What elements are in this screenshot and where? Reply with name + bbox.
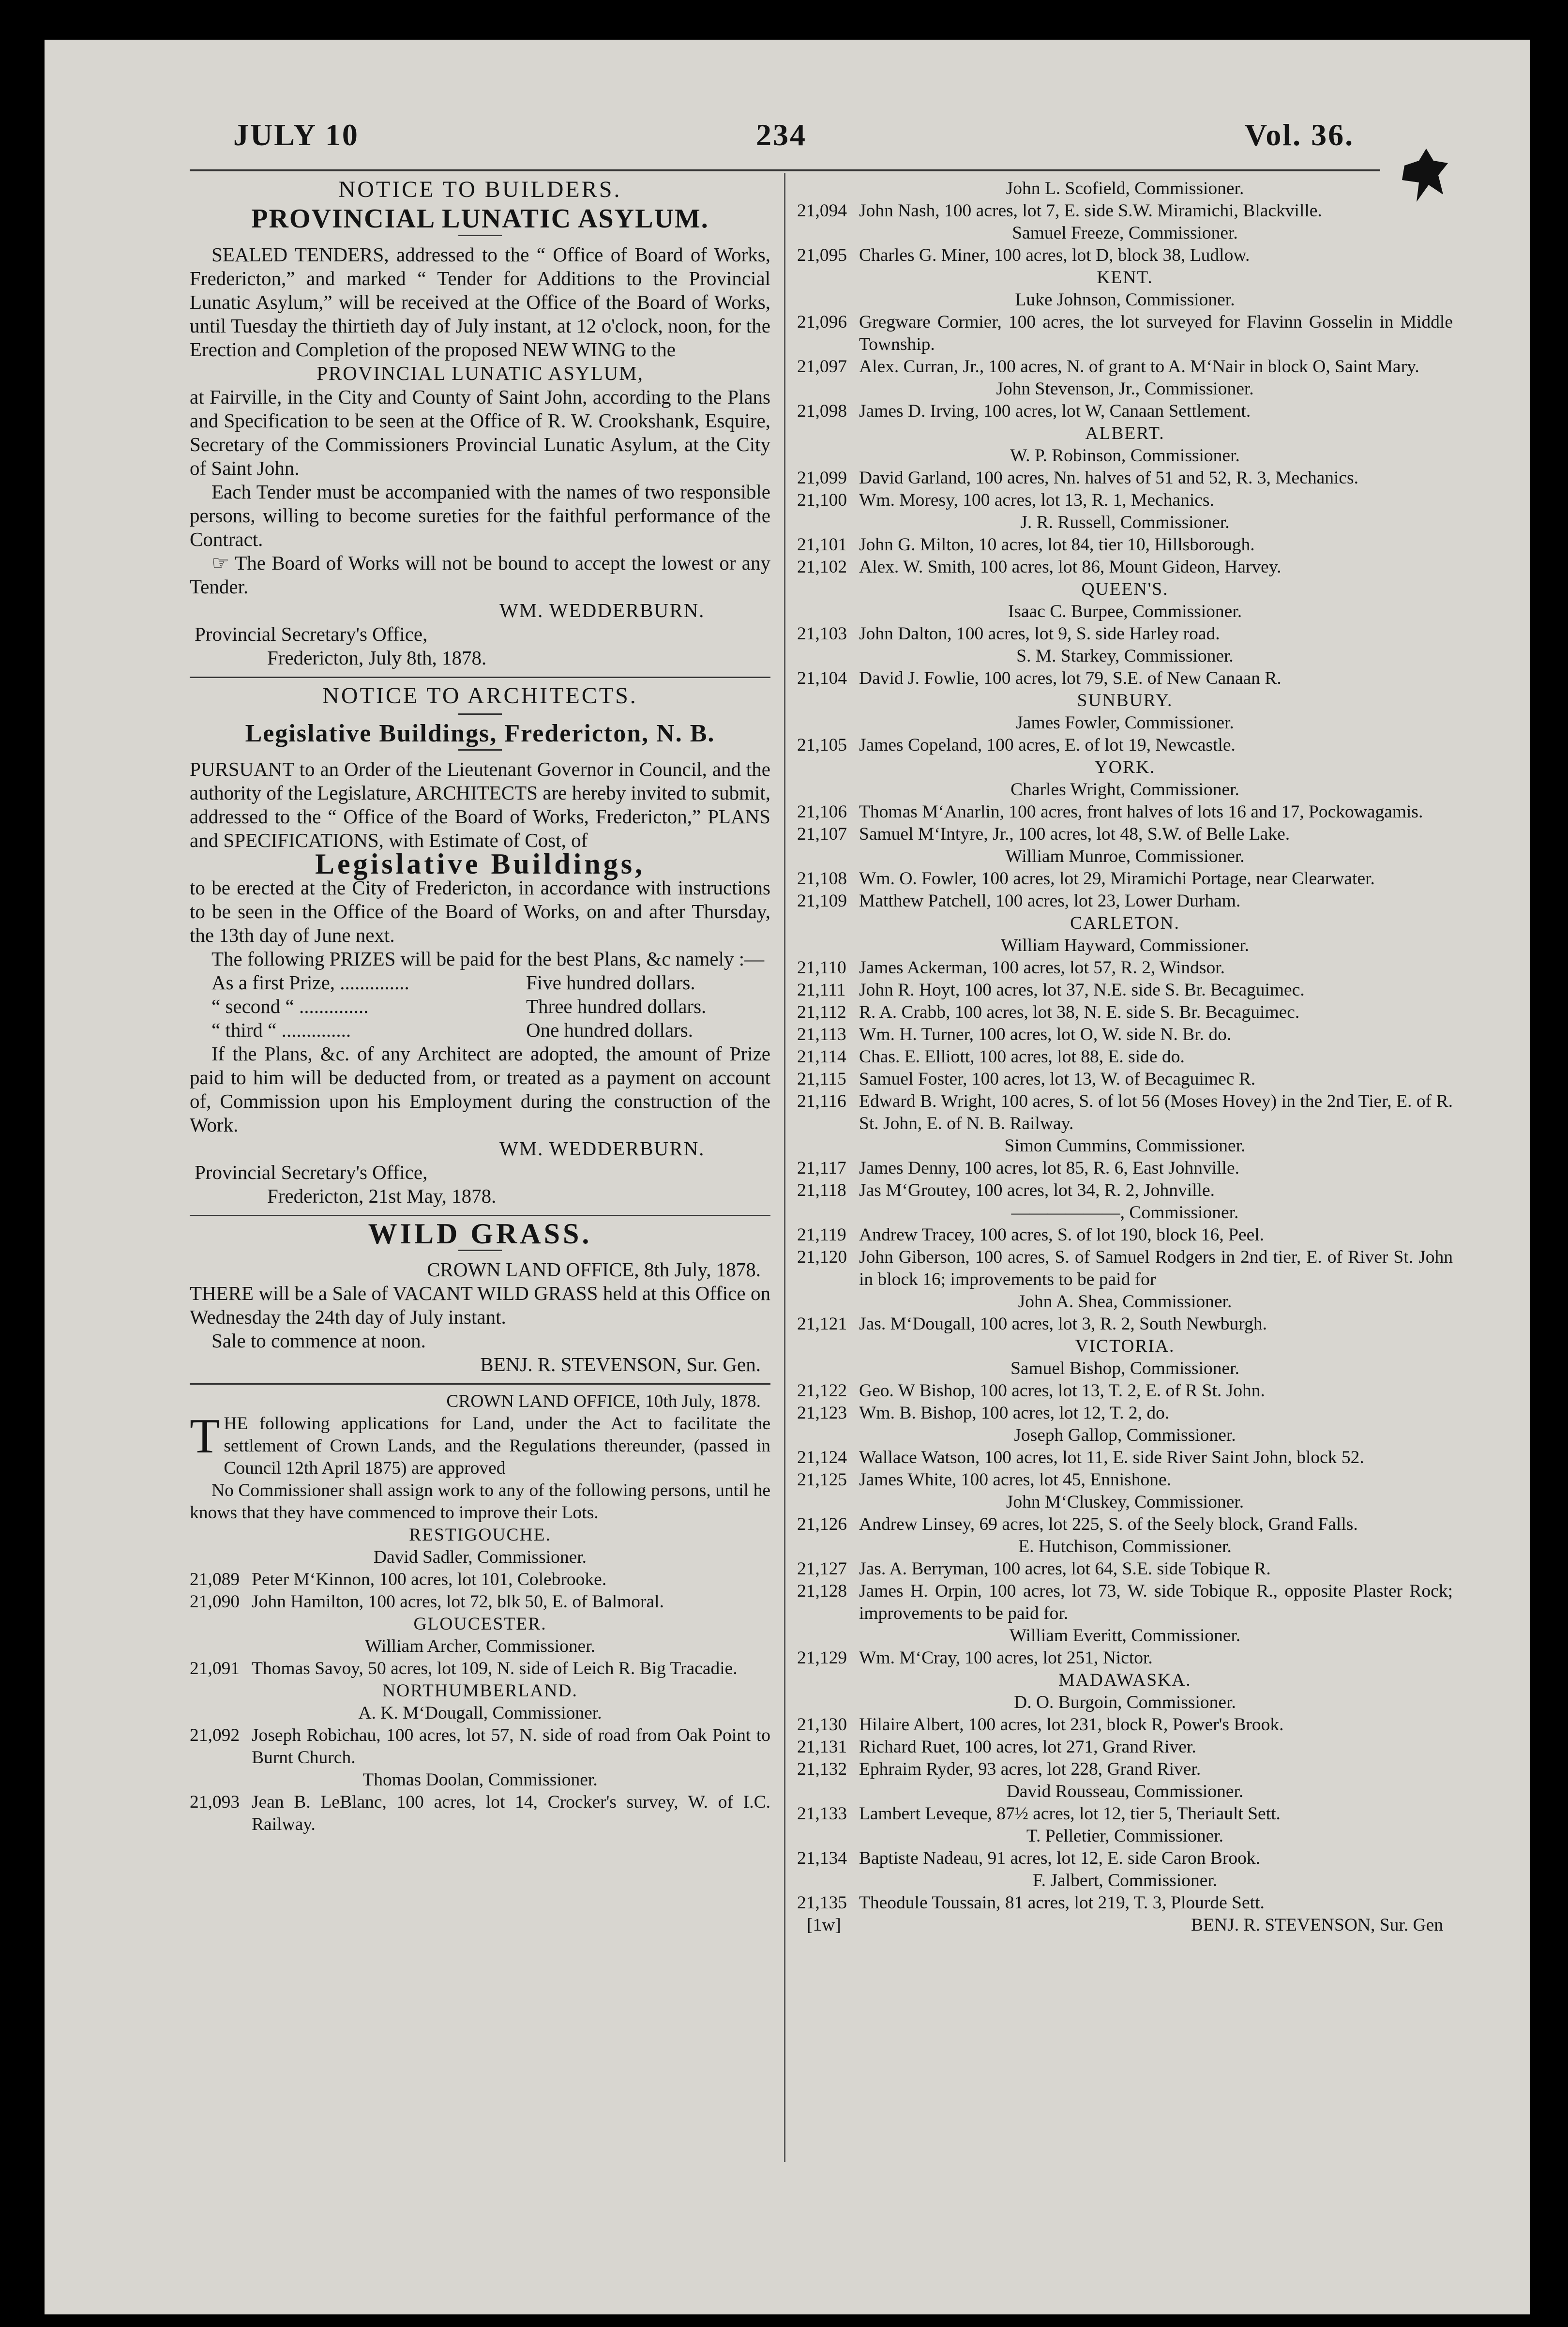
grass-title: WILD GRASS. xyxy=(368,1218,592,1250)
application-number: 21,100 xyxy=(797,490,847,510)
commissioner-line: David Sadler, Commissioner. xyxy=(373,1547,587,1567)
closing-line xyxy=(797,1914,1453,1936)
county-heading: YORK. xyxy=(1094,757,1156,777)
mini-rule xyxy=(458,1250,502,1251)
commissioner-line: E. Hutchison, Commissioner. xyxy=(1018,1537,1232,1556)
application-text: John Nash, 100 acres, lot 7, E. side S.W. Miramichi, Blackville. xyxy=(859,201,1322,221)
prize-row: As a first Prize, .............. Five hundred dollars. xyxy=(211,971,695,994)
application-text: Ephraim Ryder, 93 acres, lot 228, Grand River. xyxy=(859,1759,1201,1779)
right-column xyxy=(797,178,1453,1936)
application-number: 21,133 xyxy=(797,1804,847,1824)
application-number: 21,135 xyxy=(797,1893,847,1913)
commissioner-line: F. Jalbert, Commissioner. xyxy=(1032,1871,1218,1890)
application-entry xyxy=(797,400,1453,423)
commissioner-line: Thomas Doolan, Commissioner. xyxy=(362,1770,598,1790)
application-entry xyxy=(797,1513,1453,1536)
application-text: James H. Orpin, 100 acres, lot 73, W. side Tobique R., opposite Plaster Rock; improvements to be paid for. xyxy=(859,1581,1453,1623)
application-entry xyxy=(797,1380,1453,1402)
application-number: 21,101 xyxy=(797,535,847,555)
application-number: 21,098 xyxy=(797,401,847,421)
application-number: 21,097 xyxy=(797,357,847,377)
application-entry xyxy=(797,1157,1453,1179)
application-entry xyxy=(797,556,1453,578)
grass-dateline: CROWN LAND OFFICE, 8th July, 1878. xyxy=(427,1258,761,1281)
county-heading: ALBERT. xyxy=(1085,423,1165,443)
application-entry xyxy=(797,1803,1453,1825)
section-rule xyxy=(190,677,770,678)
application-number: 21,129 xyxy=(797,1648,847,1668)
builders-signature: WM. WEDDERBURN. xyxy=(499,599,705,621)
application-text: David J. Fowlie, 100 acres, lot 79, S.E. of New Canaan R. xyxy=(859,668,1282,688)
application-text: John R. Hoyt, 100 acres, lot 37, N.E. side S. Br. Becaguimec. xyxy=(859,980,1305,1000)
application-list xyxy=(190,1524,770,1836)
application-text: James Denny, 100 acres, lot 85, R. 6, East Johnville. xyxy=(859,1158,1239,1178)
application-text: Andrew Tracey, 100 acres, S. of lot 190, block 16, Peel. xyxy=(859,1225,1265,1245)
architects-paragraph: The following PRIZES will be paid for the best Plans, &c namely :— xyxy=(211,948,765,970)
application-entry xyxy=(797,244,1453,267)
application-entry xyxy=(797,1246,1453,1291)
application-entry xyxy=(797,957,1453,979)
application-number: 21,121 xyxy=(797,1314,847,1334)
application-entry xyxy=(797,623,1453,645)
commissioner-line: J. R. Russell, Commissioner. xyxy=(1020,513,1230,532)
application-text: James Copeland, 100 acres, E. of lot 19, Newcastle. xyxy=(859,735,1236,755)
application-text: Charles G. Miner, 100 acres, lot D, block 38, Ludlow. xyxy=(859,245,1250,265)
application-text: James D. Irving, 100 acres, lot W, Canaan Settlement. xyxy=(859,401,1251,421)
commissioner-line: John L. Scofield, Commissioner. xyxy=(1006,179,1244,198)
county-heading: QUEEN'S. xyxy=(1081,579,1169,599)
application-text: Wm. B. Bishop, 100 acres, lot 12, T. 2, do. xyxy=(859,1403,1170,1423)
application-text: David Garland, 100 acres, Nn. halves of 51 and 52, R. 3, Mechanics. xyxy=(859,468,1359,488)
application-entry xyxy=(797,1892,1453,1914)
commissioner-line: John M‘Cluskey, Commissioner. xyxy=(1006,1492,1244,1512)
application-entry xyxy=(797,1847,1453,1870)
application-entry xyxy=(797,1469,1453,1491)
insertion-tag: [1w] xyxy=(807,1915,841,1935)
builders-institution: PROVINCIAL LUNATIC ASYLUM, xyxy=(317,362,644,384)
notice-to-architects xyxy=(190,684,770,1208)
mini-rule xyxy=(458,713,502,715)
page-number: 234 xyxy=(756,118,807,152)
architects-paragraph: to be erected at the City of Fredericton, in accordance with instructions to be seen in the Office of the Board of Works, on and after Thursday, the 13th day of June next. xyxy=(190,876,770,946)
county-heading: RESTIGOUCHE. xyxy=(409,1525,551,1545)
application-number: 21,102 xyxy=(797,557,847,577)
gazette-page xyxy=(45,40,1530,2314)
architects-title: Legislative Buildings, Fredericton, N. B. xyxy=(245,720,715,747)
application-entry xyxy=(797,979,1453,1001)
application-text: Peter M‘Kinnon, 100 acres, lot 101, Colebrooke. xyxy=(252,1570,607,1589)
county-heading: KENT. xyxy=(1097,268,1153,287)
application-entry xyxy=(797,1179,1453,1202)
county-heading: NORTHUMBERLAND. xyxy=(382,1681,578,1701)
application-text: Samuel Foster, 100 acres, lot 13, W. of Becaguimec R. xyxy=(859,1069,1256,1089)
prize-row: “ third “ .............. One hundred dollars. xyxy=(211,1019,693,1041)
application-entry xyxy=(797,1736,1453,1758)
application-entry xyxy=(797,1402,1453,1424)
application-entry xyxy=(797,1313,1453,1335)
application-text: Theodule Toussain, 81 acres, lot 219, T. 3, Plourde Sett. xyxy=(859,1893,1265,1913)
application-text: Wallace Watson, 100 acres, lot 11, E. side River Saint John, block 52. xyxy=(859,1448,1364,1467)
application-number: 21,130 xyxy=(797,1715,847,1735)
application-number: 21,114 xyxy=(797,1047,846,1067)
crown-intro: T HE following applications for Land, under the Act to facilitate the settlement of Crown Lands, and the Regulations thereunder, (passed in Council 12th April 1875) are approved xyxy=(190,1409,770,1478)
application-number: 21,106 xyxy=(797,802,847,822)
crown-dateline: CROWN LAND OFFICE, 10th July, 1878. xyxy=(446,1391,761,1411)
application-number: 21,134 xyxy=(797,1848,847,1868)
application-number: 21,120 xyxy=(797,1247,847,1267)
page-header xyxy=(45,117,1530,185)
architects-heading: Legislative Buildings, xyxy=(315,848,646,880)
application-number: 21,089 xyxy=(190,1570,240,1589)
application-number: 21,122 xyxy=(797,1381,847,1401)
application-entry xyxy=(797,1447,1453,1469)
application-number: 21,131 xyxy=(797,1737,847,1757)
commissioner-line: John Stevenson, Jr., Commissioner. xyxy=(996,379,1254,399)
county-heading: SUNBURY. xyxy=(1077,691,1173,710)
application-text: Wm. H. Turner, 100 acres, lot O, W. side N. Br. do. xyxy=(859,1025,1232,1044)
application-text: John Hamilton, 100 acres, lot 72, blk 50, E. of Balmoral. xyxy=(252,1592,664,1612)
application-number: 21,127 xyxy=(797,1559,847,1579)
application-list xyxy=(797,178,1453,1914)
application-number: 21,126 xyxy=(797,1514,847,1534)
application-entry xyxy=(797,1558,1453,1580)
commissioner-line: David Rousseau, Commissioner. xyxy=(1006,1782,1244,1801)
crown-paragraph: No Commissioner shall assign work to any of the following persons, until he knows that they have commenced to improve their Lots. xyxy=(190,1481,770,1523)
application-entry xyxy=(797,356,1453,378)
application-entry xyxy=(190,1724,770,1769)
commissioner-line: S. M. Starkey, Commissioner. xyxy=(1016,646,1234,666)
application-number: 21,103 xyxy=(797,624,847,644)
closing-signature: BENJ. R. STEVENSON, Sur. Gen xyxy=(1191,1915,1443,1935)
commissioner-line: William Hayward, Commissioner. xyxy=(1000,936,1249,955)
application-text: Chas. E. Elliott, 100 acres, lot 88, E. side do. xyxy=(859,1047,1185,1067)
application-text: Alex. Curran, Jr., 100 acres, N. of grant to A. M‘Nair in block O, Saint Mary. xyxy=(859,357,1419,377)
commissioner-line: John A. Shea, Commissioner. xyxy=(1018,1292,1232,1312)
county-heading: CARLETON. xyxy=(1070,913,1180,933)
application-text: Joseph Robichau, 100 acres, lot 57, N. side of road from Oak Point to Burnt Church. xyxy=(252,1725,770,1768)
commissioner-line: Samuel Bishop, Commissioner. xyxy=(1010,1359,1239,1378)
commissioner-line: ——————, Commissioner. xyxy=(1011,1203,1239,1223)
application-number: 21,112 xyxy=(797,1002,846,1022)
builders-paragraph: SEALED TENDERS, addressed to the “ Office of Board of Works, Fredericton,” and marked “ Tender for Additions to the Provincial Lunatic Asylum,” will be received at the Office of the Board of Works, until Tuesday the thirtieth day of July instant, at 12 o'clock, noon, for the Erection and Completion of the proposed NEW WING to the xyxy=(190,243,770,361)
section-rule xyxy=(190,1215,770,1216)
application-number: 21,094 xyxy=(797,201,847,221)
application-number: 21,132 xyxy=(797,1759,847,1779)
wild-grass-notice xyxy=(190,1218,770,1376)
application-number: 21,096 xyxy=(797,312,847,332)
application-number: 21,091 xyxy=(190,1659,240,1678)
issue-date: JULY 10 xyxy=(233,118,359,152)
application-number: 21,111 xyxy=(797,980,846,1000)
application-entry xyxy=(797,1090,1453,1135)
architects-paragraph: If the Plans, &c. of any Architect are adopted, the amount of Prize paid to him will be deducted from, or treated as a payment on account of, Commission upon his Employment during the construction of the Work. xyxy=(190,1043,770,1136)
commissioner-line: A. K. M‘Dougall, Commissioner. xyxy=(358,1703,602,1723)
application-number: 21,104 xyxy=(797,668,847,688)
application-text: Wm. Moresy, 100 acres, lot 13, R. 1, Mechanics. xyxy=(859,490,1214,510)
application-number: 21,092 xyxy=(190,1725,240,1745)
notice-to-builders xyxy=(190,178,770,670)
application-number: 21,093 xyxy=(190,1792,240,1812)
section-rule xyxy=(190,1383,770,1385)
application-text: John Dalton, 100 acres, lot 9, S. side Harley road. xyxy=(859,624,1220,644)
application-text: Wm. M‘Cray, 100 acres, lot 251, Nictor. xyxy=(859,1648,1153,1668)
application-text: Jean B. LeBlanc, 100 acres, lot 14, Crocker's survey, W. of I.C. Railway. xyxy=(252,1792,770,1834)
builders-office: Provincial Secretary's Office, xyxy=(195,623,428,645)
builders-dateline: Fredericton, July 8th, 1878. xyxy=(267,647,487,669)
application-entry xyxy=(797,1714,1453,1736)
application-entry xyxy=(797,1001,1453,1024)
application-entry xyxy=(797,1224,1453,1246)
commissioner-line: T. Pelletier, Commissioner. xyxy=(1026,1826,1224,1846)
application-entry xyxy=(797,823,1453,846)
application-number: 21,116 xyxy=(797,1091,846,1111)
builders-paragraph: Each Tender must be accompanied with the names of two responsible persons, willing to become sureties for the faithful performance of the Contract. xyxy=(190,481,770,550)
application-number: 21,110 xyxy=(797,958,846,978)
application-text: Edward B. Wright, 100 acres, S. of lot 56 (Moses Hovey) in the 2nd Tier, E. of R. St. John, E. of N. B. Railway. xyxy=(859,1091,1453,1133)
application-text: Jas. M‘Dougall, 100 acres, lot 3, R. 2, South Newburgh. xyxy=(859,1314,1267,1334)
application-number: 21,108 xyxy=(797,869,847,889)
county-heading: GLOUCESTER. xyxy=(413,1614,547,1634)
commissioner-line: Charles Wright, Commissioner. xyxy=(1010,780,1239,800)
application-text: Thomas M‘Anarlin, 100 acres, front halves of lots 16 and 17, Pockowagamis. xyxy=(859,802,1423,822)
application-entry xyxy=(797,489,1453,512)
application-text: Wm. O. Fowler, 100 acres, lot 29, Miramichi Portage, near Clearwater. xyxy=(859,869,1375,889)
builders-notice-heading: NOTICE TO BUILDERS. xyxy=(338,177,622,202)
application-number: 21,107 xyxy=(797,824,847,844)
application-entry xyxy=(797,467,1453,489)
application-text: Jas M‘Groutey, 100 acres, lot 34, R. 2, Johnville. xyxy=(859,1180,1215,1200)
commissioner-line: Joseph Gallop, Commissioner. xyxy=(1014,1425,1236,1445)
application-number: 21,099 xyxy=(797,468,847,488)
application-number: 21,118 xyxy=(797,1180,846,1200)
application-number: 21,117 xyxy=(797,1158,846,1178)
prize-row: “ second “ .............. Three hundred dollars. xyxy=(211,995,707,1017)
application-text: R. A. Crabb, 100 acres, lot 38, N. E. side S. Br. Becaguimec. xyxy=(859,1002,1300,1022)
application-text: John G. Milton, 10 acres, lot 84, tier 10, Hillsborough. xyxy=(859,535,1255,555)
architects-signature: WM. WEDDERBURN. xyxy=(499,1137,705,1160)
county-heading: MADAWASKA. xyxy=(1058,1670,1191,1690)
application-text: James White, 100 acres, lot 45, Ennishone. xyxy=(859,1470,1172,1490)
application-number: 21,090 xyxy=(190,1592,240,1612)
application-text: Jas. A. Berryman, 100 acres, lot 64, S.E. side Tobique R. xyxy=(859,1559,1271,1579)
application-text: Alex. W. Smith, 100 acres, lot 86, Mount Gideon, Harvey. xyxy=(859,557,1282,577)
application-entry xyxy=(797,667,1453,690)
commissioner-line: Isaac C. Burpee, Commissioner. xyxy=(1008,602,1242,621)
column-divider xyxy=(784,173,785,2162)
grass-paragraph: Sale to commence at noon. xyxy=(211,1330,426,1352)
mini-rule xyxy=(458,235,502,236)
application-number: 21,124 xyxy=(797,1448,847,1467)
grass-paragraph: THERE will be a Sale of VACANT WILD GRASS held at this Office on Wednesday the 24th day of July instant. xyxy=(190,1282,770,1328)
commissioner-line: Simon Cummins, Commissioner. xyxy=(1004,1136,1246,1156)
application-number: 21,115 xyxy=(797,1069,846,1089)
application-text: Andrew Linsey, 69 acres, lot 225, S. of the Seely block, Grand Falls. xyxy=(859,1514,1358,1534)
commissioner-line: Luke Johnson, Commissioner. xyxy=(1015,290,1235,310)
architects-notice-heading: NOTICE TO ARCHITECTS. xyxy=(322,683,638,709)
commissioner-line: W. P. Robinson, Commissioner. xyxy=(1010,446,1240,466)
application-entry xyxy=(797,1068,1453,1090)
application-entry xyxy=(797,868,1453,890)
builders-paragraph: ☞ The Board of Works will not be bound to accept the lowest or any Tender. xyxy=(190,552,770,598)
commissioner-line: William Archer, Commissioner. xyxy=(364,1636,596,1656)
application-text: Hilaire Albert, 100 acres, lot 231, block R, Power's Brook. xyxy=(859,1715,1284,1735)
architects-paragraph: PURSUANT to an Order of the Lieutenant Governor in Council, and the authority of the Legislature, ARCHITECTS are hereby invited to submit, addressed to the “ Office of the Board of Works, Fredericton,” PLANS and SPECIFICATIONS, with Estimate of Cost, of xyxy=(190,758,770,851)
crown-land-applications xyxy=(190,1390,770,1836)
application-text: Matthew Patchell, 100 acres, lot 23, Lower Durham. xyxy=(859,891,1241,911)
application-entry xyxy=(797,1647,1453,1669)
application-entry xyxy=(190,1791,770,1836)
application-entry xyxy=(797,801,1453,823)
application-number: 21,125 xyxy=(797,1470,847,1490)
application-text: James Ackerman, 100 acres, lot 57, R. 2, Windsor. xyxy=(859,958,1225,978)
builders-title: PROVINCIAL LUNATIC ASYLUM. xyxy=(251,204,709,234)
application-text: Thomas Savoy, 50 acres, lot 109, N. side of Leich R. Big Tracadie. xyxy=(252,1659,738,1678)
application-text: Gregware Cormier, 100 acres, the lot surveyed for Flavinn Gosselin in Middle Township. xyxy=(859,312,1453,354)
volume-number: Vol. 36. xyxy=(1245,118,1355,152)
architects-dateline: Fredericton, 21st May, 1878. xyxy=(267,1185,497,1207)
application-text: John Giberson, 100 acres, S. of Samuel Rodgers in 2nd tier, E. of River St. John in block 16; improvements to be paid for xyxy=(859,1247,1453,1289)
commissioner-line: Samuel Freeze, Commissioner. xyxy=(1012,223,1238,243)
county-heading: VICTORIA. xyxy=(1075,1336,1175,1356)
application-entry xyxy=(190,1569,770,1591)
application-number: 21,109 xyxy=(797,891,847,911)
application-number: 21,113 xyxy=(797,1025,846,1044)
application-entry xyxy=(797,890,1453,912)
application-entry xyxy=(797,734,1453,756)
application-entry xyxy=(797,534,1453,556)
left-column xyxy=(190,178,770,1836)
application-number: 21,128 xyxy=(797,1581,847,1601)
architects-office: Provincial Secretary's Office, xyxy=(195,1161,428,1183)
application-entry xyxy=(797,311,1453,356)
commissioner-line: William Everitt, Commissioner. xyxy=(1009,1626,1241,1646)
application-text: Richard Ruet, 100 acres, lot 271, Grand River. xyxy=(859,1737,1196,1757)
commissioner-line: D. O. Burgoin, Commissioner. xyxy=(1014,1692,1236,1712)
application-number: 21,123 xyxy=(797,1403,847,1423)
mini-rule xyxy=(458,749,502,751)
application-text: Samuel M‘Intyre, Jr., 100 acres, lot 48, S.W. of Belle Lake. xyxy=(859,824,1290,844)
commissioner-line: William Munroe, Commissioner. xyxy=(1005,846,1245,866)
grass-signature: BENJ. R. STEVENSON, Sur. Gen. xyxy=(480,1353,761,1375)
commissioner-line: James Fowler, Commissioner. xyxy=(1016,713,1234,733)
drop-cap: T xyxy=(190,1409,220,1464)
header-rule xyxy=(190,169,1380,171)
application-entry xyxy=(797,200,1453,222)
application-number: 21,105 xyxy=(797,735,847,755)
application-entry xyxy=(797,1758,1453,1781)
application-entry xyxy=(797,1580,1453,1625)
application-number: 21,095 xyxy=(797,245,847,265)
application-entry xyxy=(797,1046,1453,1068)
application-text: Baptiste Nadeau, 91 acres, lot 12, E. side Caron Brook. xyxy=(859,1848,1260,1868)
application-text: Lambert Leveque, 87½ acres, lot 12, tier 5, Theriault Sett. xyxy=(859,1804,1281,1824)
application-text: Geo. W Bishop, 100 acres, lot 13, T. 2, E. of R St. John. xyxy=(859,1381,1265,1401)
application-entry xyxy=(797,1024,1453,1046)
application-number: 21,119 xyxy=(797,1225,846,1245)
application-entry xyxy=(190,1591,770,1613)
application-entry xyxy=(190,1658,770,1680)
builders-paragraph: at Fairville, in the City and County of Saint John, according to the Plans and Specification to be seen at the Office of R. W. Crookshank, Esquire, Secretary of the Commissioners Provincial Lunatic Asylum, at the City of Saint John. xyxy=(190,386,770,479)
